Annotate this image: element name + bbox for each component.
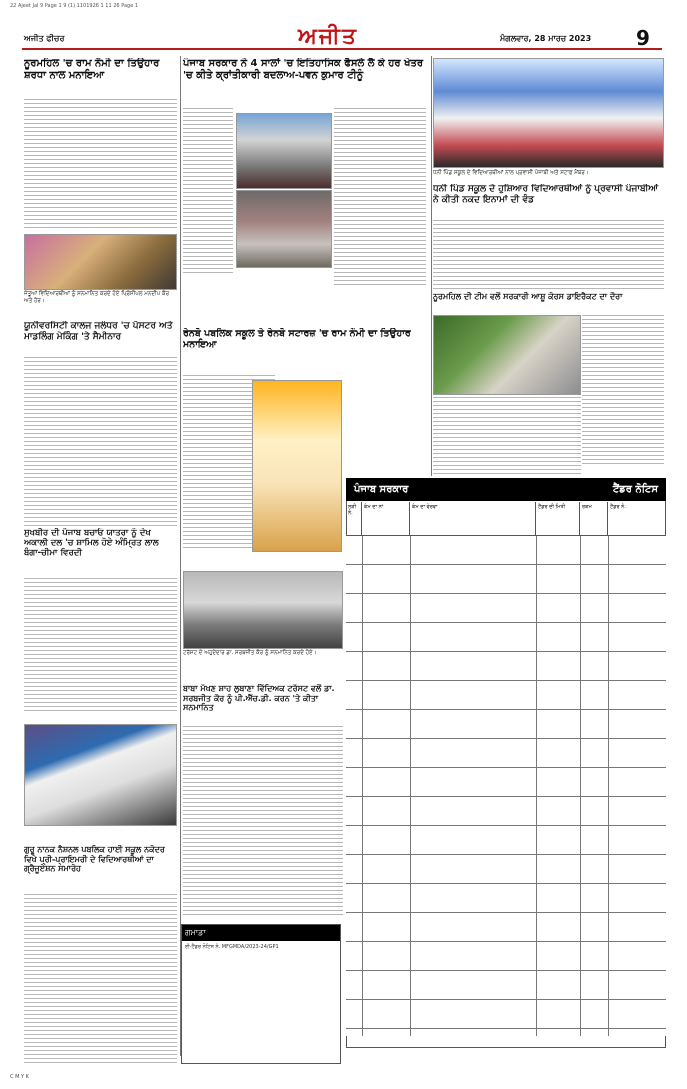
article-photo: [433, 58, 664, 168]
print-meta-strip: 22 Ajeet Jal 9 Page 1 9 (1) 1101926 1 11 26 Page 1: [10, 3, 139, 9]
article-body: [183, 726, 343, 916]
article-headline: ਬਾਬਾ ਮੱਖਣ ਸ਼ਾਹ ਲੁਬਾਣਾ ਵਿੱਦਿਅਕ ਟਰੱਸਟ ਵਲੋਂ ਡਾ. ਸਰਬਜੀਤ ਕੌਰ ਨੂੰ ਪੀ.ਐੱਚ.ਡੀ. ਕਰਨ 'ਤੇ ਕੀਤਾ ਸਨਮਾਨਿਤ: [183, 684, 335, 713]
notice-title: ਟੈਂਡਰ ਨੋਟਿਸ: [612, 484, 658, 495]
advertisement-header: [182, 925, 340, 941]
tender-header: [346, 478, 666, 501]
column-divider: [180, 56, 181, 1056]
article-photo: [236, 113, 332, 189]
advertisement-box: [181, 924, 341, 1064]
tender-column-headers: [346, 502, 666, 536]
photo-caption: ਟਰੱਸਟ ਦੇ ਅਹੁਦੇਦਾਰ ਡਾ. ਸਰਬਜੀਤ ਕੌਰ ਨੂੰ ਸਨਮਾਨਿਤ ਕਰਦੇ ਹੋਏ।: [183, 650, 317, 656]
article-body: [433, 397, 581, 475]
article-photo: [433, 315, 581, 395]
article-body: [183, 108, 233, 274]
tender-col-name: ਕੰਮ ਦਾ ਨਾਂ: [362, 502, 410, 535]
column-divider: [431, 56, 432, 476]
tender-col-amount: ਰਕਮ: [580, 502, 608, 535]
article-headline: ਰੇਨਬੋ ਪਬਲਿਕ ਸਕੂਲ ਤੇ ਰੇਨਬੋ ਸਟਾਰਜ਼ 'ਚ ਰਾਮ ਨੌਮੀ ਦਾ ਤਿਉਹਾਰ ਮਨਾਇਆ: [183, 328, 411, 351]
article-photo: [24, 724, 177, 826]
article-photo: [252, 380, 342, 552]
article-headline: ਗੁਰੂ ਨਾਨਕ ਨੈਸ਼ਨਲ ਪਬਲਿਕ ਹਾਈ ਸਕੂਲ ਨਕੋਦਰ ਵਿਖੇ ਪ੍ਰੀ-ਪ੍ਰਾਇਮਰੀ ਦੇ ਵਿਦਿਆਰਥੀਆਂ ਦਾ ਗ੍ਰੈਜੂਏਸ਼ਨ ਸਮਾਰੋਹ: [24, 845, 165, 874]
tender-col-description: ਕੰਮ ਦਾ ਵੇਰਵਾ: [410, 502, 536, 535]
article-body: [24, 894, 177, 1064]
article-headline: ਨੂਰਮਹਿਲ 'ਚ ਰਾਮ ਨੌਮੀ ਦਾ ਤਿਉਹਾਰ ਸ਼ਰਧਾ ਨਾਲ ਮਨਾਇਆ: [24, 58, 160, 81]
advertisement-title: ਗਮਾਡਾ: [185, 928, 206, 937]
page-number: 9: [636, 26, 650, 50]
article-body: [24, 578, 177, 714]
publication-date: ਮੰਗਲਵਾਰ, 28 ਮਾਰਚ 2023: [500, 34, 592, 43]
article-headline: ਨੂਰਮਹਿਲ ਦੀ ਟੀਮ ਵਲੋਂ ਸਰਕਾਰੀ ਆਸ਼ੂ ਕੋਰਸ ਡਾਇਰੈਕਟ ਦਾ ਦੌਰਾ: [433, 292, 623, 301]
article-body: [582, 315, 664, 465]
tender-col-number: ਟੈਂਡਰ ਨੰ.: [608, 502, 666, 535]
article-headline: ਧਨੀ ਪਿੰਡ ਸਕੂਲ ਦੇ ਹੁਸ਼ਿਆਰ ਵਿਦਿਆਰਥੀਆਂ ਨੂੰ ਪ੍ਰਵਾਸੀ ਪੰਜਾਬੀਆਂ ਨੇ ਕੀਤੀ ਨਕਦ ਇਨਾਮਾਂ ਦੀ ਵੰਡ: [433, 184, 659, 205]
article-headline: ਯੂਨੀਵਰਸਿਟੀ ਕਾਲਜ ਜਲੰਧਰ 'ਚ ਪੋਸਟਰ ਅਤੇ ਮਾਡਲਿੰਗ ਮੇਕਿੰਗ 'ਤੇ ਸੈਮੀਨਾਰ: [24, 321, 173, 342]
article-photo: [183, 571, 343, 649]
advertisement-line: ਈ-ਟੈਂਡਰ ਨੋਟਿਸ ਨੰ. MFGMDA/2023-24/GP1: [185, 944, 279, 950]
article-body: [433, 220, 664, 290]
government-label: ਪੰਜਾਬ ਸਰਕਾਰ: [354, 484, 409, 495]
newspaper-logo: ਅਜੀਤ: [298, 24, 358, 49]
tender-col-serial: ਲੜੀ ਨੰ.: [346, 502, 362, 535]
color-bar-label: C M Y K: [10, 1074, 29, 1080]
article-body: [24, 357, 177, 527]
article-photo: [24, 234, 177, 290]
photo-caption: ਧਨੀ ਪਿੰਡ ਸਕੂਲ ਦੇ ਵਿਦਿਆਰਥੀਆਂ ਨਾਲ ਪ੍ਰਵਾਸੀ ਪੰਜਾਬੀ ਅਤੇ ਸਟਾਫ ਮੈਂਬਰ।: [433, 170, 589, 176]
tender-rows: [346, 536, 666, 1036]
article-body: [334, 108, 426, 288]
photo-caption: ਜੇਤੂਆਂ ਵਿਦਿਆਰਥੀਆਂ ਨੂੰ ਸਨਮਾਨਿਤ ਕਰਦੇ ਹੋਏ ਪ੍ਰਿੰਸੀਪਲ ਮਨਦੀਪ ਕੌਰ ਅਤੇ ਹੋਰ।: [24, 291, 170, 304]
article-photo: [236, 190, 332, 268]
article-headline: ਪੰਜਾਬ ਸਰਕਾਰ ਨੇ 4 ਸਾਲਾਂ 'ਚ ਇਤਿਹਾਸਿਕ ਫੈਸਲੇ ਲੈ ਕੇ ਹਰ ਖੇਤਰ 'ਚ ਕੀਤੇ ਕ੍ਰਾਂਤੀਕਾਰੀ ਬਦਲਾਅ-ਪਵਨ ਕੁਮਾਰ ਟੀਨੂੰ: [183, 58, 424, 81]
article-body: [24, 99, 177, 231]
article-headline: ਸੁਖਬੀਰ ਦੀ ਪੰਜਾਬ ਬਚਾਓ ਯਾਤਰਾ ਨੂੰ ਦੇਖ ਅਕਾਲੀ ਦਲ 'ਚ ਸ਼ਾਮਿਲ ਹੋਏ ਅੰਮ੍ਰਿਤ ਲਾਲ ਬੰਗਾ-ਚੀਮਾ ਵਿਰਦੀ: [24, 528, 159, 559]
tender-col-date: ਟੈਂਡਰ ਦੀ ਮਿਤੀ: [536, 502, 580, 535]
section-label: ਅਜੀਤ ਫੀਚਰ: [24, 34, 65, 43]
